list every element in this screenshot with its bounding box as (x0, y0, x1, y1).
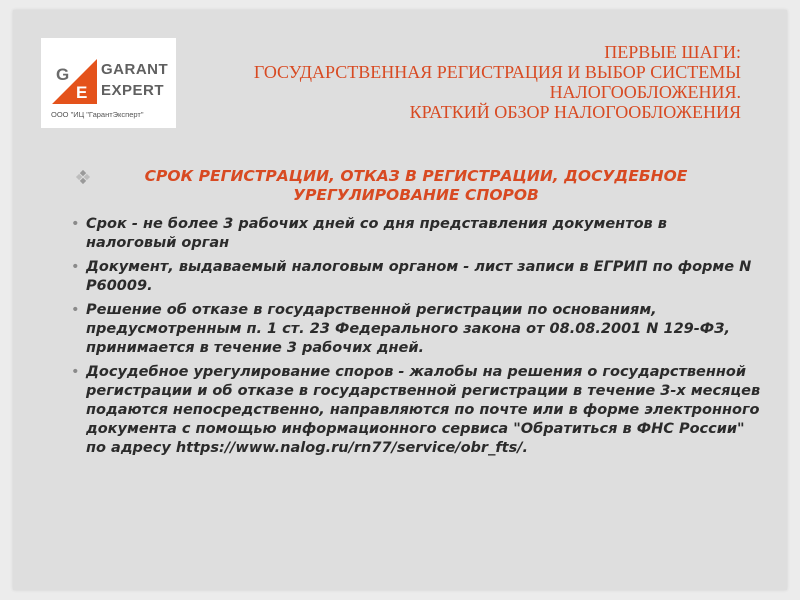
bullet-icon: • (71, 364, 80, 380)
garant-expert-logo (41, 38, 176, 128)
logo-letter-e: E (76, 83, 88, 102)
list-item (71, 301, 761, 358)
ge-emblem-icon (51, 58, 97, 104)
list-item (71, 363, 761, 458)
bullet-icon: • (71, 302, 80, 318)
list-item-text: Решение об отказе в государственной регистрации по основаниям, предусмотренным п. 1 ст. 23 Федерального закона от 08.08.2001 N 129-ФЗ, принимается в течение 3 рабочих дней. (86, 302, 730, 356)
list-item-text: Досудебное урегулирование споров - жалобы на решения о государственной регистрации и об отказе в государственной регистрации в течение 3-х месяцев подаются непосредственно, направляются по почте или в форме электронного документа с помощью информационного сервиса "Обратиться в ФНС России" по адресу https://www.nalog.ru/rn77/service/obr_fts/. (86, 364, 761, 456)
title-line: ГОСУДАРСТВЕННАЯ РЕГИСТРАЦИЯ И ВЫБОР СИСТЕМЫ (253, 62, 741, 82)
list-item (71, 215, 761, 253)
title-line: ПЕРВЫЕ ШАГИ: (604, 42, 741, 62)
diamond-grid-icon (75, 169, 91, 185)
title-line: КРАТКИЙ ОБЗОР НАЛОГООБЛОЖЕНИЯ (409, 102, 741, 122)
logo-word-expert: EXPERT (101, 82, 165, 99)
title-line: НАЛОГООБЛОЖЕНИЯ. (549, 82, 741, 102)
section-heading-text: СРОК РЕГИСТРАЦИИ, ОТКАЗ В РЕГИСТРАЦИИ, ДОСУДЕБНОЕ УРЕГУЛИРОВАНИЕ СПОРОВ (144, 167, 688, 204)
logo-word-garant: GARANT (101, 61, 169, 78)
logo-company-name: ООО "ИЦ "ГарантЭксперт" (51, 110, 144, 119)
bullet-icon: • (71, 216, 80, 232)
list-item (71, 258, 761, 296)
slide (13, 10, 787, 590)
list-item-text: Документ, выдаваемый налоговым органом - лист записи в ЕГРИП по форме N Р60009. (86, 259, 752, 294)
slide-title (181, 42, 741, 122)
section-heading (71, 167, 761, 205)
bullet-icon: • (71, 259, 80, 275)
logo-letter-g: G (56, 65, 70, 84)
list-item-text: Срок - не более 3 рабочих дней со дня представления документов в налоговый орган (86, 216, 667, 251)
bullet-list (71, 215, 761, 458)
slide-content (71, 167, 761, 463)
